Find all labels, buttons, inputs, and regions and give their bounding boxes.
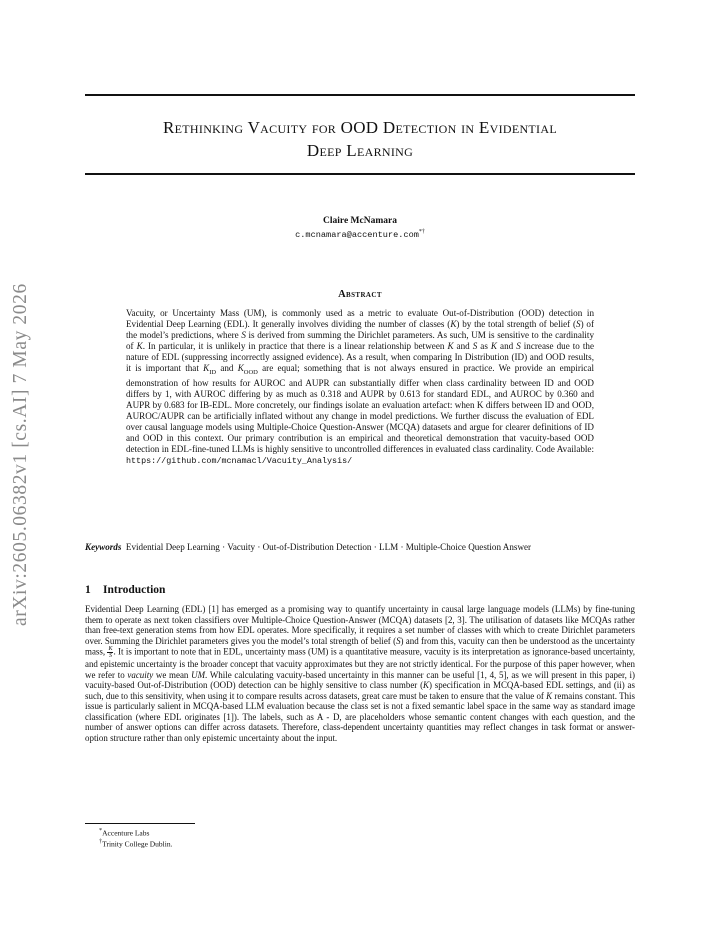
footnote-2: †Trinity College Dublin. bbox=[99, 838, 173, 849]
author-affiliation-marks: *† bbox=[418, 229, 425, 235]
arxiv-identifier: arXiv:2605.06382v1 [cs.AI] 7 May 2026 bbox=[10, 283, 31, 627]
keywords-label: Keywords bbox=[85, 542, 122, 552]
author-email[interactable]: c.mcnamara@accenture.com bbox=[295, 229, 419, 240]
footnote-1: *Accenture Labs bbox=[99, 827, 150, 838]
code-link[interactable]: https://github.com/mcnamacl/Vacuity_Analysis/ bbox=[126, 455, 353, 466]
paper-title-line-1: Rethinking Vacuity for OOD Detection in Evidential bbox=[163, 118, 557, 137]
abstract-heading: Abstract bbox=[338, 289, 382, 300]
introduction-paragraph: Evidential Deep Learning (EDL) [1] has emerged as a promising way to quantify uncertainty in causal large language models (LLMs) by fine-tuning them to operate as next token classifiers over Multiple-Choice Question-Answer (MCQA) datasets [2, 3]. The utilisation of datasets like MCQAs rather than free-text generation stems from how EDL operates. More specifically, it requires a set number of classes with which to create Dirichlet parameters over. Summing the Dirichlet parameters gives you the model’s total strength of belief (S) and from this, vacuity can then be understood as the uncertainty mass, $\frac{K}{S}$. It is important to note that in EDL, uncertainty mass (UM) is a quantitative measure, vacuity is its interpretation as ignorance-based uncertainty, and epistemic uncertainty is the broader concept that vacuity approximates but they are not strictly identical. For the purpose of this paper however, when we refer to vacuity we mean UM. While calculating vacuity-based uncertainty in this manner can be useful [1, 4, 5], as we will present in this paper, i) vacuity-based Out-of-Distribution (OOD) detection can be highly sensitive to class number (K) specification in MCQA-based EDL settings, and (ii) as such, due to this sensitivity, when using it to compare results across datasets, great care must be taken to ensure that the value of K remains constant. This issue is particularly salient in MCQA-based LLM evaluation because the class set is not a fixed semantic label space in the same way as standard image classification (where EDL originates [1]). The labels, such as A - D, are placeholders whose semantic content changes with each question, and the number of answer options can differ across datasets. Therefore, class-dependent uncertainty quantities may reflect changes in task format or answer-option structure rather than only epistemic uncertainty about the input. bbox=[85, 604, 635, 744]
author-name: Claire McNamara bbox=[323, 216, 397, 226]
paper-title bbox=[85, 116, 635, 162]
section-number: 1 bbox=[85, 584, 91, 596]
title-top-rule bbox=[85, 94, 635, 96]
keywords-line bbox=[85, 542, 635, 553]
paper-title-line-2: Deep Learning bbox=[306, 141, 414, 160]
title-bottom-rule bbox=[85, 173, 635, 175]
vacuity-fraction: $\frac{K}{S}$ bbox=[108, 646, 113, 660]
author-email-line bbox=[85, 229, 635, 240]
footnote-rule bbox=[85, 823, 195, 824]
keywords-list: Evidential Deep Learning · Vacuity · Out-of-Distribution Detection · LLM · Multiple-Choice Question Answer bbox=[125, 542, 532, 552]
section-title: Introduction bbox=[103, 584, 166, 596]
section-heading-introduction bbox=[85, 584, 165, 596]
abstract-body: Vacuity, or Uncertainty Mass (UM), is commonly used as a metric to evaluate Out-of-Distribution (OOD) detection in Evidential Deep Learning (EDL). It generally involves dividing the number of classes (K) by the total strength of belief (S) of the model’s predictions, where S is derived from summing the Dirichlet parameters. As such, UM is sensitive to the cardinality of K. In particular, it is unlikely in practice that there is a linear relationship between K and S as K and S increase due to the nature of EDL (suppressing incorrectly assigned evidence). As a result, when comparing In Distribution (ID) and OOD results, it is important that $K_{ID}$ and $K_{OOD}$ are equal; something that is not always ensured in practice. We provide an empirical demonstration of how results for AUROC and AUPR can substantially differ when class cardinality between ID and OOD differs by 1, with AUROC differing by as much as 0.318 and AUPR by 0.613 for standard EDL, and AUROC by 0.360 and AUPR by 0.683 for IB-EDL. More concretely, our findings isolate an evaluation artefact: when K differs between ID and OOD, AUROC/AUPR can be artificially inflated without any change in model predictions. We further discuss the evaluation of EDL over causal language models using Multiple-Choice Question-Answer (MCQA) datasets and argue for clearer definitions of ID and OOD in this context. Our primary contribution is an empirical and theoretical demonstration that vacuity-based OOD detection in EDL-fine-tuned LLMs is highly sensitive to uncontrolled differences in evaluated class cardinality. Code Available: https://github.com/mcnamacl/Vacuity_Analysis/ bbox=[126, 308, 594, 466]
